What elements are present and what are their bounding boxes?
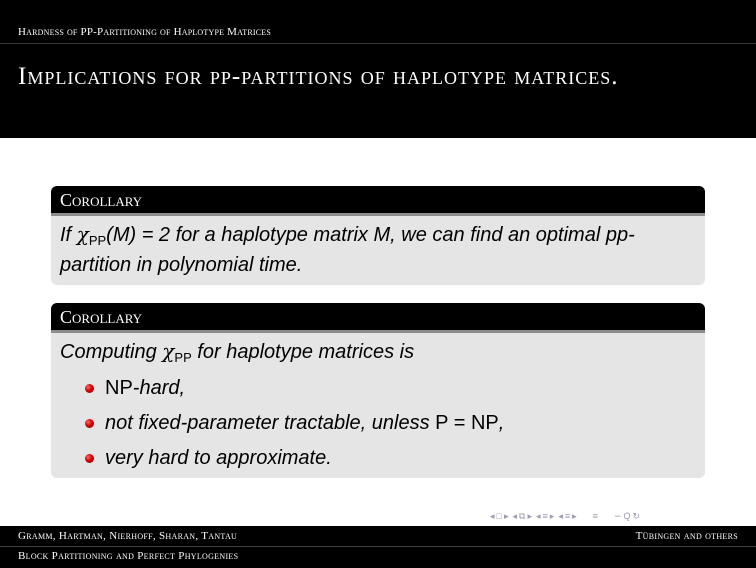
- chi-subscript: PP: [174, 350, 192, 365]
- corollary2-list: [60, 374, 696, 472]
- footer-short-title: Block Partitioning and Perfect Phylogenies: [18, 550, 239, 562]
- approx-term: very hard to approximate.: [105, 447, 332, 469]
- nav-right-arrow-icon[interactable]: ▸: [549, 510, 555, 521]
- p-equals-np: P = NP: [435, 412, 499, 434]
- nav-misc-group: [614, 511, 640, 522]
- comma: ,: [498, 412, 505, 434]
- footer-authors: Gramm, Hartman, Nierhoff, Sharan, Tantau: [18, 530, 238, 542]
- nav-right-arrow-icon[interactable]: ▸: [572, 510, 577, 521]
- corollary1-if: If: [60, 224, 72, 246]
- nav-section-icon[interactable]: ≡: [542, 511, 548, 521]
- nav-refresh-icon[interactable]: ↻: [632, 510, 641, 521]
- corollary2-intro-a: Computing: [60, 341, 163, 363]
- np-term: NP: [105, 377, 133, 399]
- nav-outline-icon[interactable]: ≡: [592, 511, 598, 521]
- bullet-icon: [85, 384, 94, 393]
- footer-authors-bar: [0, 526, 756, 546]
- corollary2-intro-b: for haplotype matrices is: [191, 341, 415, 363]
- frame-title: Implications for pp-partitions of haplotype matrices.: [18, 63, 619, 90]
- nav-part-group: [558, 511, 576, 522]
- corollary2-intro: [60, 337, 696, 368]
- fpt-term: not fixed-parameter tractable, unless: [105, 412, 436, 434]
- corollary-title-1: Corollary: [51, 186, 705, 216]
- list-item: [85, 409, 696, 437]
- corollary-body-1: [51, 216, 705, 285]
- nav-subsection-icon[interactable]: ⧉: [519, 510, 526, 521]
- corollary1-statement: for a haplotype matrix M, we can find an optimal pp-partition in polynomial time.: [60, 224, 635, 276]
- chi-subscript: PP: [88, 233, 107, 248]
- nav-left-arrow-icon[interactable]: ◂: [512, 510, 518, 521]
- corollary-block-1: [51, 186, 705, 285]
- bullet-icon: [85, 454, 94, 463]
- beamer-navigation: [490, 509, 640, 523]
- list-item: [85, 374, 696, 402]
- chi-symbol: χ: [162, 339, 175, 363]
- nav-right-arrow-icon[interactable]: ▸: [527, 510, 532, 521]
- nav-left-arrow-icon[interactable]: ◂: [536, 510, 541, 521]
- nav-right-arrow-icon[interactable]: ▸: [503, 510, 509, 521]
- corollary-body-2: [51, 333, 705, 478]
- nav-back-icon[interactable]: ∽: [613, 510, 622, 521]
- nav-frame-icon[interactable]: □: [496, 511, 502, 521]
- corollary-title-2: Corollary: [51, 303, 705, 333]
- hard-term: -hard,: [132, 377, 186, 399]
- footer-institute: Tübingen and others: [635, 530, 738, 542]
- chi-symbol: χ: [76, 222, 89, 246]
- nav-frame-group: [490, 511, 509, 522]
- header-bar: [0, 0, 756, 44]
- running-title: Hardness of PP-Partitioning of Haplotype Matrices: [18, 26, 271, 38]
- nav-section-group: [536, 511, 554, 522]
- nav-search-icon[interactable]: Q: [623, 511, 631, 521]
- nav-left-arrow-icon[interactable]: ◂: [490, 510, 495, 521]
- list-item: [85, 444, 696, 472]
- nav-left-arrow-icon[interactable]: ◂: [558, 510, 563, 521]
- corollary1-argument: (M) = 2: [106, 224, 171, 246]
- frame-title-bar: [0, 44, 756, 138]
- nav-subsection-group: [513, 511, 533, 522]
- corollary-block-2: [51, 303, 705, 478]
- bullet-icon: [85, 419, 94, 428]
- nav-part-icon[interactable]: ≡: [564, 511, 571, 521]
- footer-title-bar: [0, 546, 756, 568]
